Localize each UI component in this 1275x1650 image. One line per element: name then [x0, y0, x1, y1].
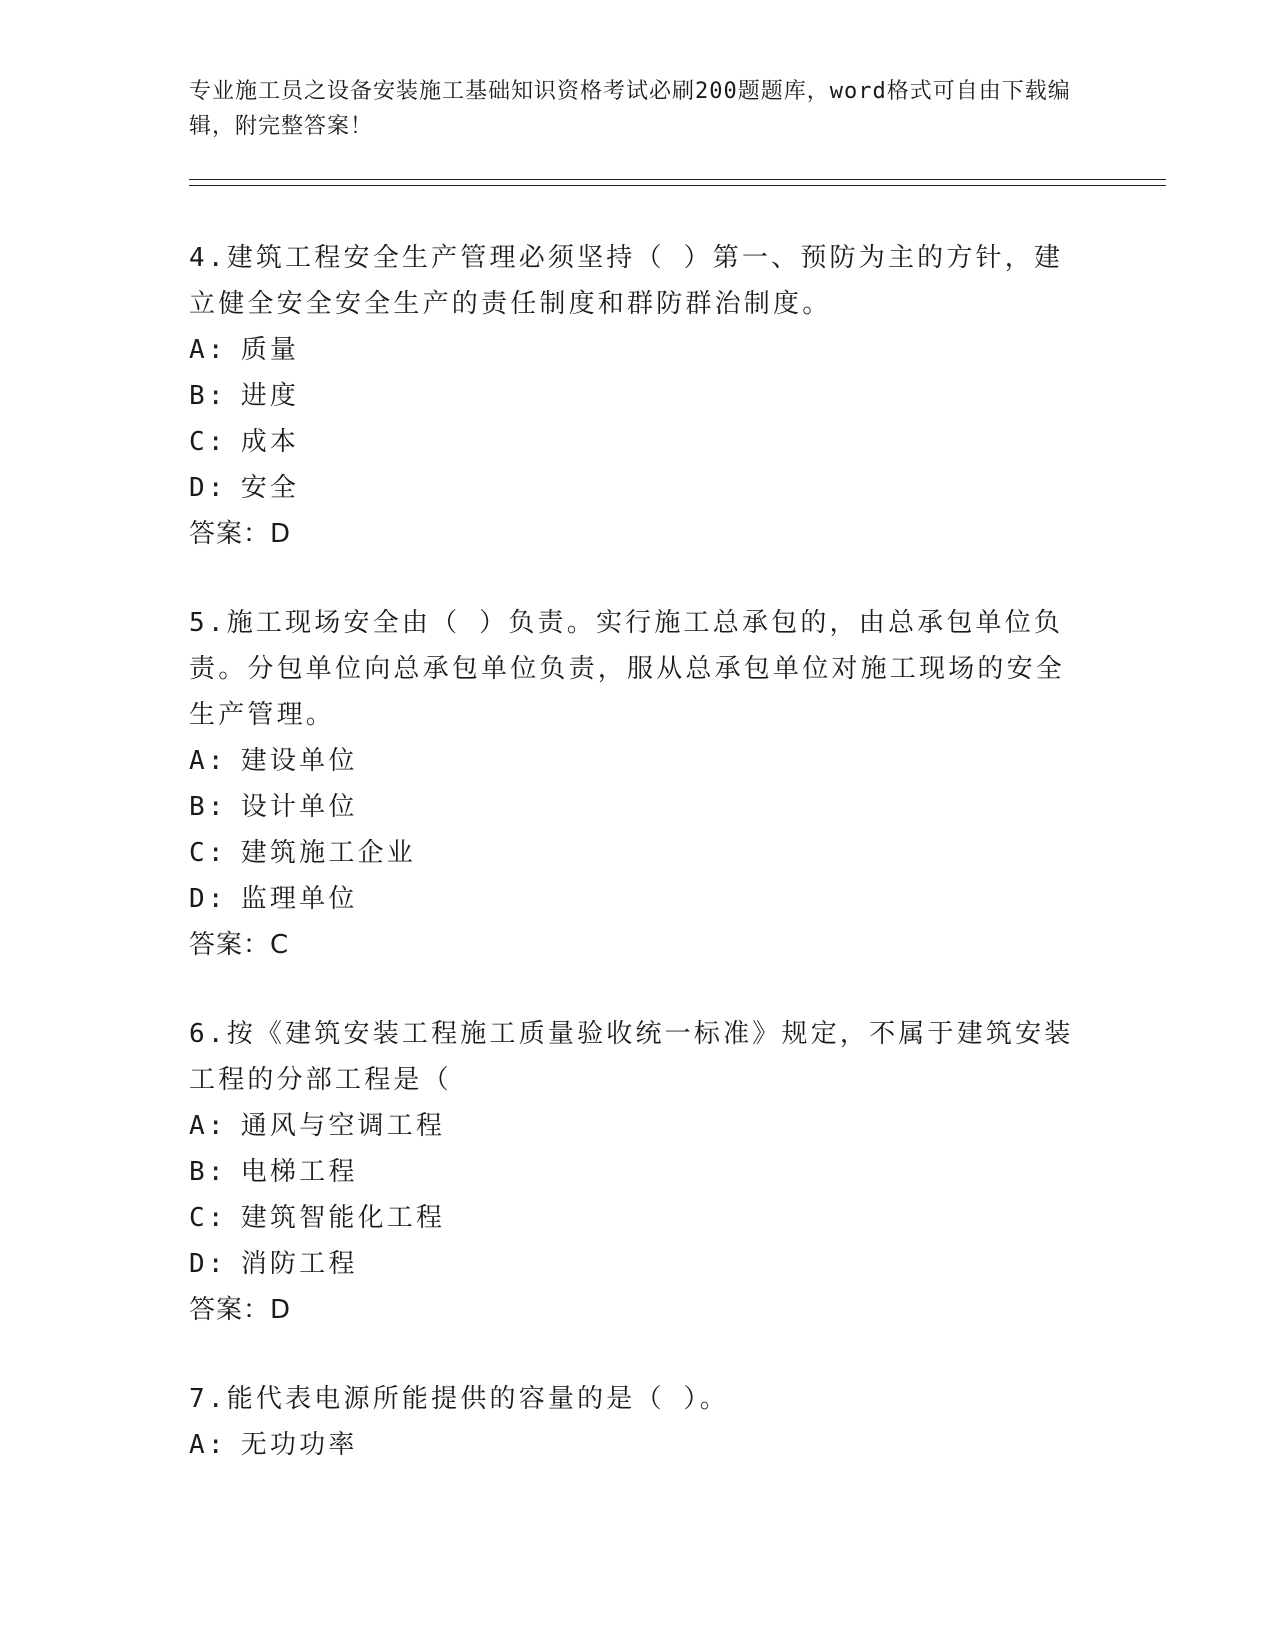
option-separator: :: [207, 1430, 227, 1460]
option-letter: C: [189, 427, 208, 457]
header-divider-top: [189, 179, 1166, 180]
option-text: 安全: [240, 473, 300, 503]
question-7: [189, 1376, 1089, 1468]
question-5: [189, 600, 1089, 968]
header-divider-bottom: [189, 185, 1166, 186]
option-letter: A: [189, 746, 208, 776]
option-b: [189, 784, 1089, 830]
option-text: 通风与空调工程: [240, 1111, 446, 1141]
question-text: 6.按《建筑安装工程施工质量验收统一标准》规定，不属于建筑安装工程的分部工程是（: [189, 1019, 1074, 1095]
option-separator: :: [207, 792, 227, 822]
option-separator: :: [207, 884, 227, 914]
question-text: 5.施工现场安全由（ ）负责。实行施工总承包的，由总承包单位负责。分包单位向总承包单位负责，服从总承包单位对施工现场的安全生产管理。: [189, 608, 1066, 730]
option-text: 消防工程: [240, 1249, 358, 1279]
option-a: [189, 738, 1089, 784]
option-text: 建筑智能化工程: [240, 1203, 446, 1233]
option-letter: B: [189, 792, 208, 822]
option-b: [189, 373, 1089, 419]
option-separator: :: [207, 381, 227, 411]
option-text: 电梯工程: [240, 1157, 358, 1187]
option-c: [189, 830, 1089, 876]
option-separator: :: [207, 473, 227, 503]
option-d: [189, 876, 1089, 922]
option-letter: A: [189, 1430, 208, 1460]
option-text: 成本: [240, 427, 300, 457]
option-text: 建设单位: [240, 746, 358, 776]
option-separator: :: [207, 427, 227, 457]
question-text: 7.能代表电源所能提供的容量的是（ ）。: [189, 1384, 729, 1414]
option-a: [189, 327, 1089, 373]
option-text: 无功功率: [240, 1430, 358, 1460]
option-text: 设计单位: [240, 792, 358, 822]
option-b: [189, 1149, 1089, 1195]
option-separator: :: [207, 1111, 227, 1141]
option-text: 进度: [240, 381, 300, 411]
answer-label: 答案：D: [189, 519, 292, 549]
option-letter: D: [189, 1249, 208, 1279]
option-a: [189, 1422, 1089, 1468]
option-text: 建筑施工企业: [240, 838, 416, 868]
option-a: [189, 1103, 1089, 1149]
option-c: [189, 1195, 1089, 1241]
answer-label: 答案：D: [189, 1295, 292, 1325]
option-text: 监理单位: [240, 884, 358, 914]
option-separator: :: [207, 838, 227, 868]
question-6: [189, 1011, 1089, 1333]
option-letter: D: [189, 884, 208, 914]
option-letter: C: [189, 1203, 208, 1233]
option-c: [189, 419, 1089, 465]
question-4: [189, 235, 1089, 557]
document-intro: 专业施工员之设备安装施工基础知识资格考试必刷200题题库，word格式可自由下载编辑，附完整答案！: [189, 79, 1071, 139]
option-letter: A: [189, 1111, 208, 1141]
option-letter: A: [189, 335, 208, 365]
option-d: [189, 465, 1089, 511]
option-d: [189, 1241, 1089, 1287]
option-text: 质量: [240, 335, 300, 365]
option-separator: :: [207, 1203, 227, 1233]
option-letter: C: [189, 838, 208, 868]
option-separator: :: [207, 1249, 227, 1279]
answer-label: 答案：C: [189, 930, 290, 960]
question-list: [189, 235, 1089, 1511]
option-letter: D: [189, 473, 208, 503]
option-letter: B: [189, 381, 208, 411]
option-letter: B: [189, 1157, 208, 1187]
question-text: 4.建筑工程安全生产管理必须坚持（ ）第一、预防为主的方针，建立健全安全安全生产的责任制度和群防群治制度。: [189, 243, 1064, 319]
option-separator: :: [207, 335, 227, 365]
option-separator: :: [207, 746, 227, 776]
option-separator: :: [207, 1157, 227, 1187]
